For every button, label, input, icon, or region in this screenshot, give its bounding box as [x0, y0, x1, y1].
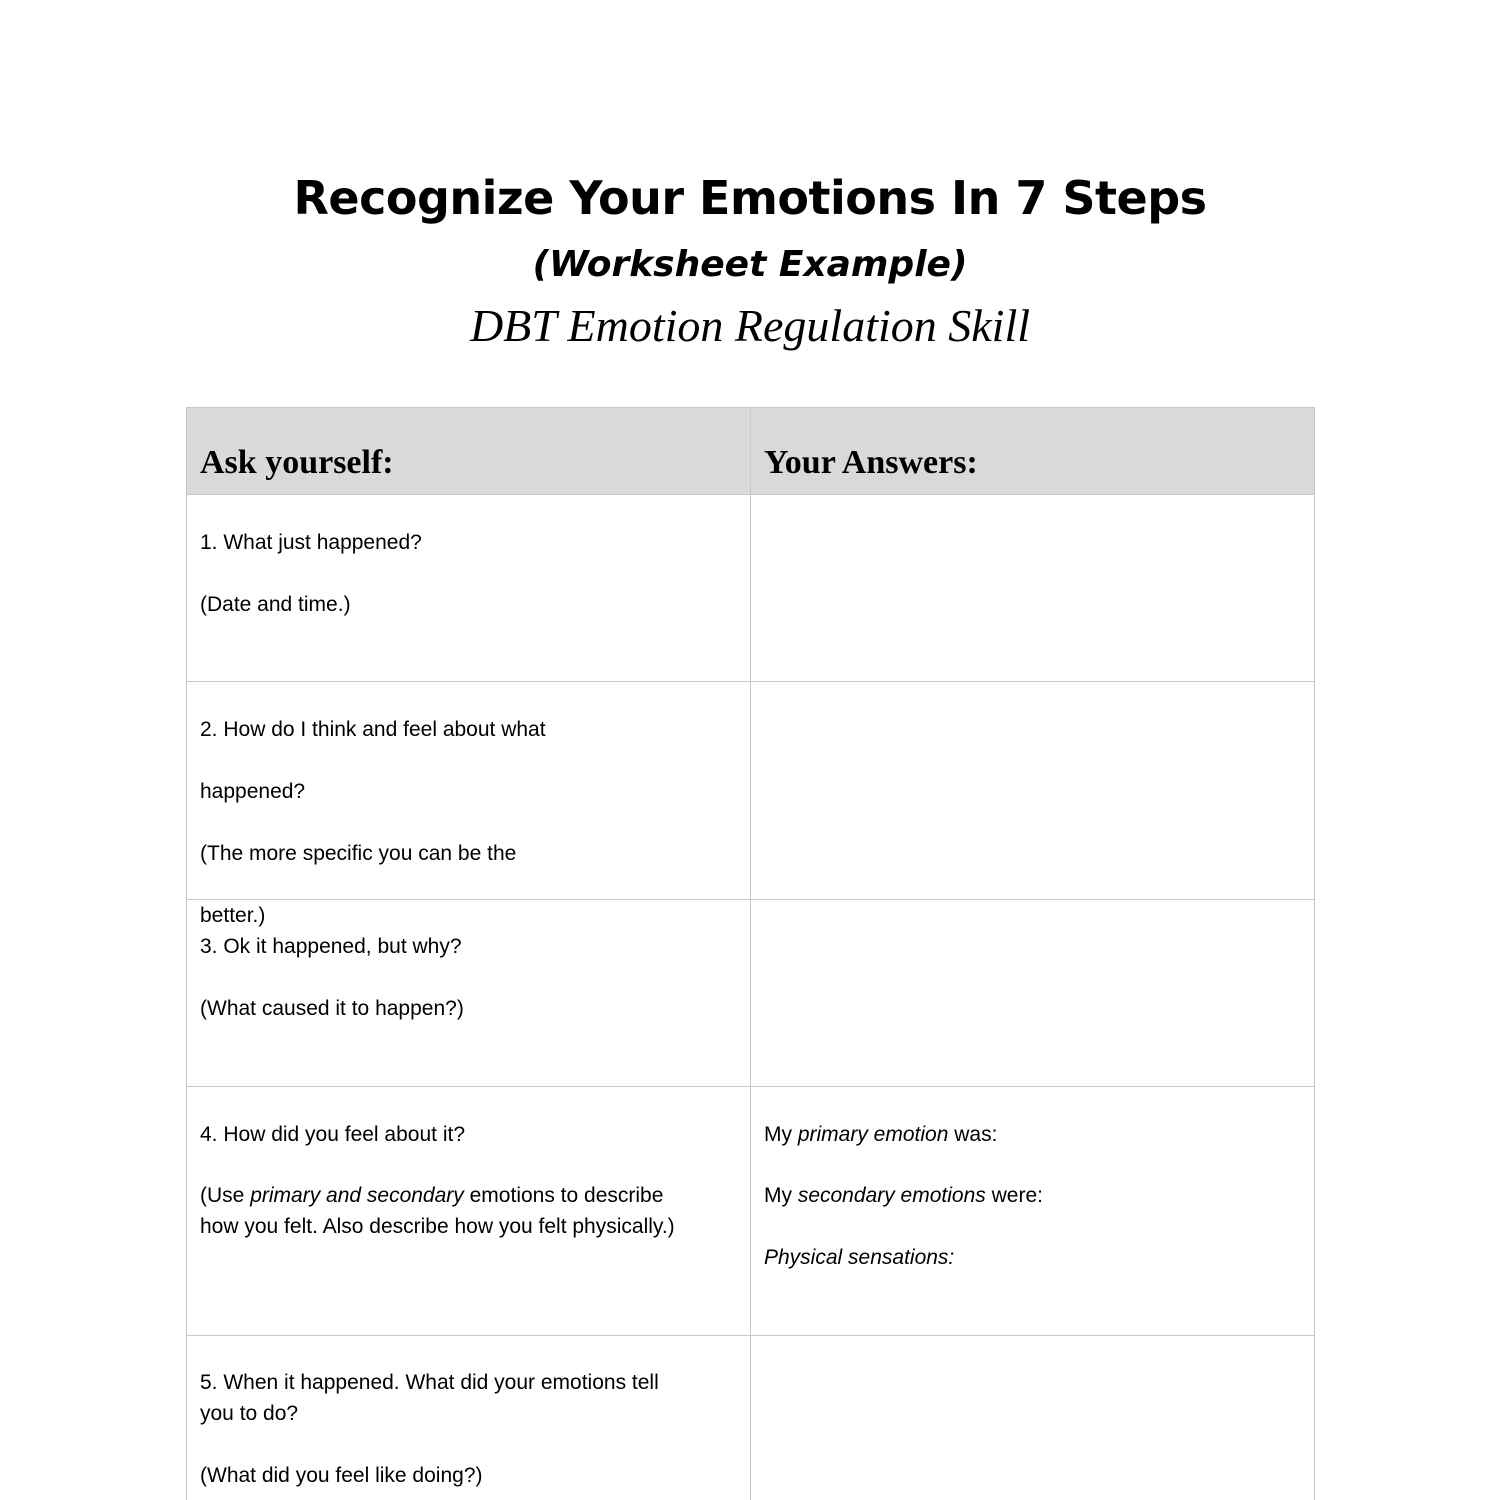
answer-2-field[interactable] — [751, 682, 1314, 899]
page-tagline: DBT Emotion Regulation Skill — [469, 300, 1031, 351]
worksheet-table — [186, 407, 1315, 1500]
question-3-hint: (What caused it to happen?) — [200, 997, 464, 1020]
table-border-top — [186, 407, 1315, 408]
answer-4-secondary-emotions-label — [764, 1180, 1043, 1211]
answer-4-primary-emotion-label — [764, 1119, 997, 1150]
question-4-hint-emphasis: primary and secondary — [250, 1184, 464, 1207]
table-border-left — [186, 407, 187, 1500]
question-2-text-cont: happened? — [200, 780, 306, 803]
a4-primary-post: was: — [948, 1123, 998, 1146]
a4-secondary-post: were: — [985, 1184, 1043, 1207]
question-4-hint-pre: (Use — [200, 1184, 251, 1207]
question-2-text: 2. How do I think and feel about what — [200, 718, 546, 741]
page-subtitle: (Worksheet Example) — [532, 244, 968, 285]
question-5-hint: (What did you feel like doing?) — [200, 1464, 483, 1487]
question-3-text: 3. Ok it happened, but why? — [200, 935, 462, 958]
answer-1-field[interactable] — [751, 495, 1314, 681]
question-2-hint-cont: better.) — [200, 904, 266, 927]
question-1-text: 1. What just happened? — [200, 531, 422, 554]
question-4-text: 4. How did you feel about it? — [200, 1123, 466, 1146]
question-5-text-cont: you to do? — [200, 1402, 299, 1425]
answer-3-field[interactable] — [751, 900, 1314, 1086]
a4-secondary-pre: My — [764, 1184, 798, 1207]
question-2-hint: (The more specific you can be the — [200, 842, 517, 865]
question-1-hint: (Date and time.) — [200, 593, 351, 616]
a4-primary-pre: My — [764, 1123, 798, 1146]
header-ask-yourself: Ask yourself: — [200, 444, 394, 481]
question-4-hint-post: emotions to describe — [463, 1184, 664, 1207]
table-border-right — [1314, 407, 1315, 1500]
answer-4-physical-sensations-label: Physical sensations: — [764, 1246, 955, 1269]
page-title: Recognize Your Emotions In 7 Steps — [293, 171, 1207, 225]
question-4-hint-cont: how you felt. Also describe how you felt physically.) — [200, 1215, 675, 1238]
answer-5-field[interactable] — [751, 1336, 1314, 1500]
a4-primary-emphasis: primary emotion — [797, 1123, 949, 1146]
answer-4-field[interactable] — [751, 1087, 1314, 1335]
question-5-text: 5. When it happened. What did your emotions tell — [200, 1371, 659, 1394]
header-your-answers: Your Answers: — [764, 444, 978, 481]
question-4-hint — [200, 1180, 663, 1211]
a4-secondary-emphasis: secondary emotions — [797, 1184, 986, 1207]
